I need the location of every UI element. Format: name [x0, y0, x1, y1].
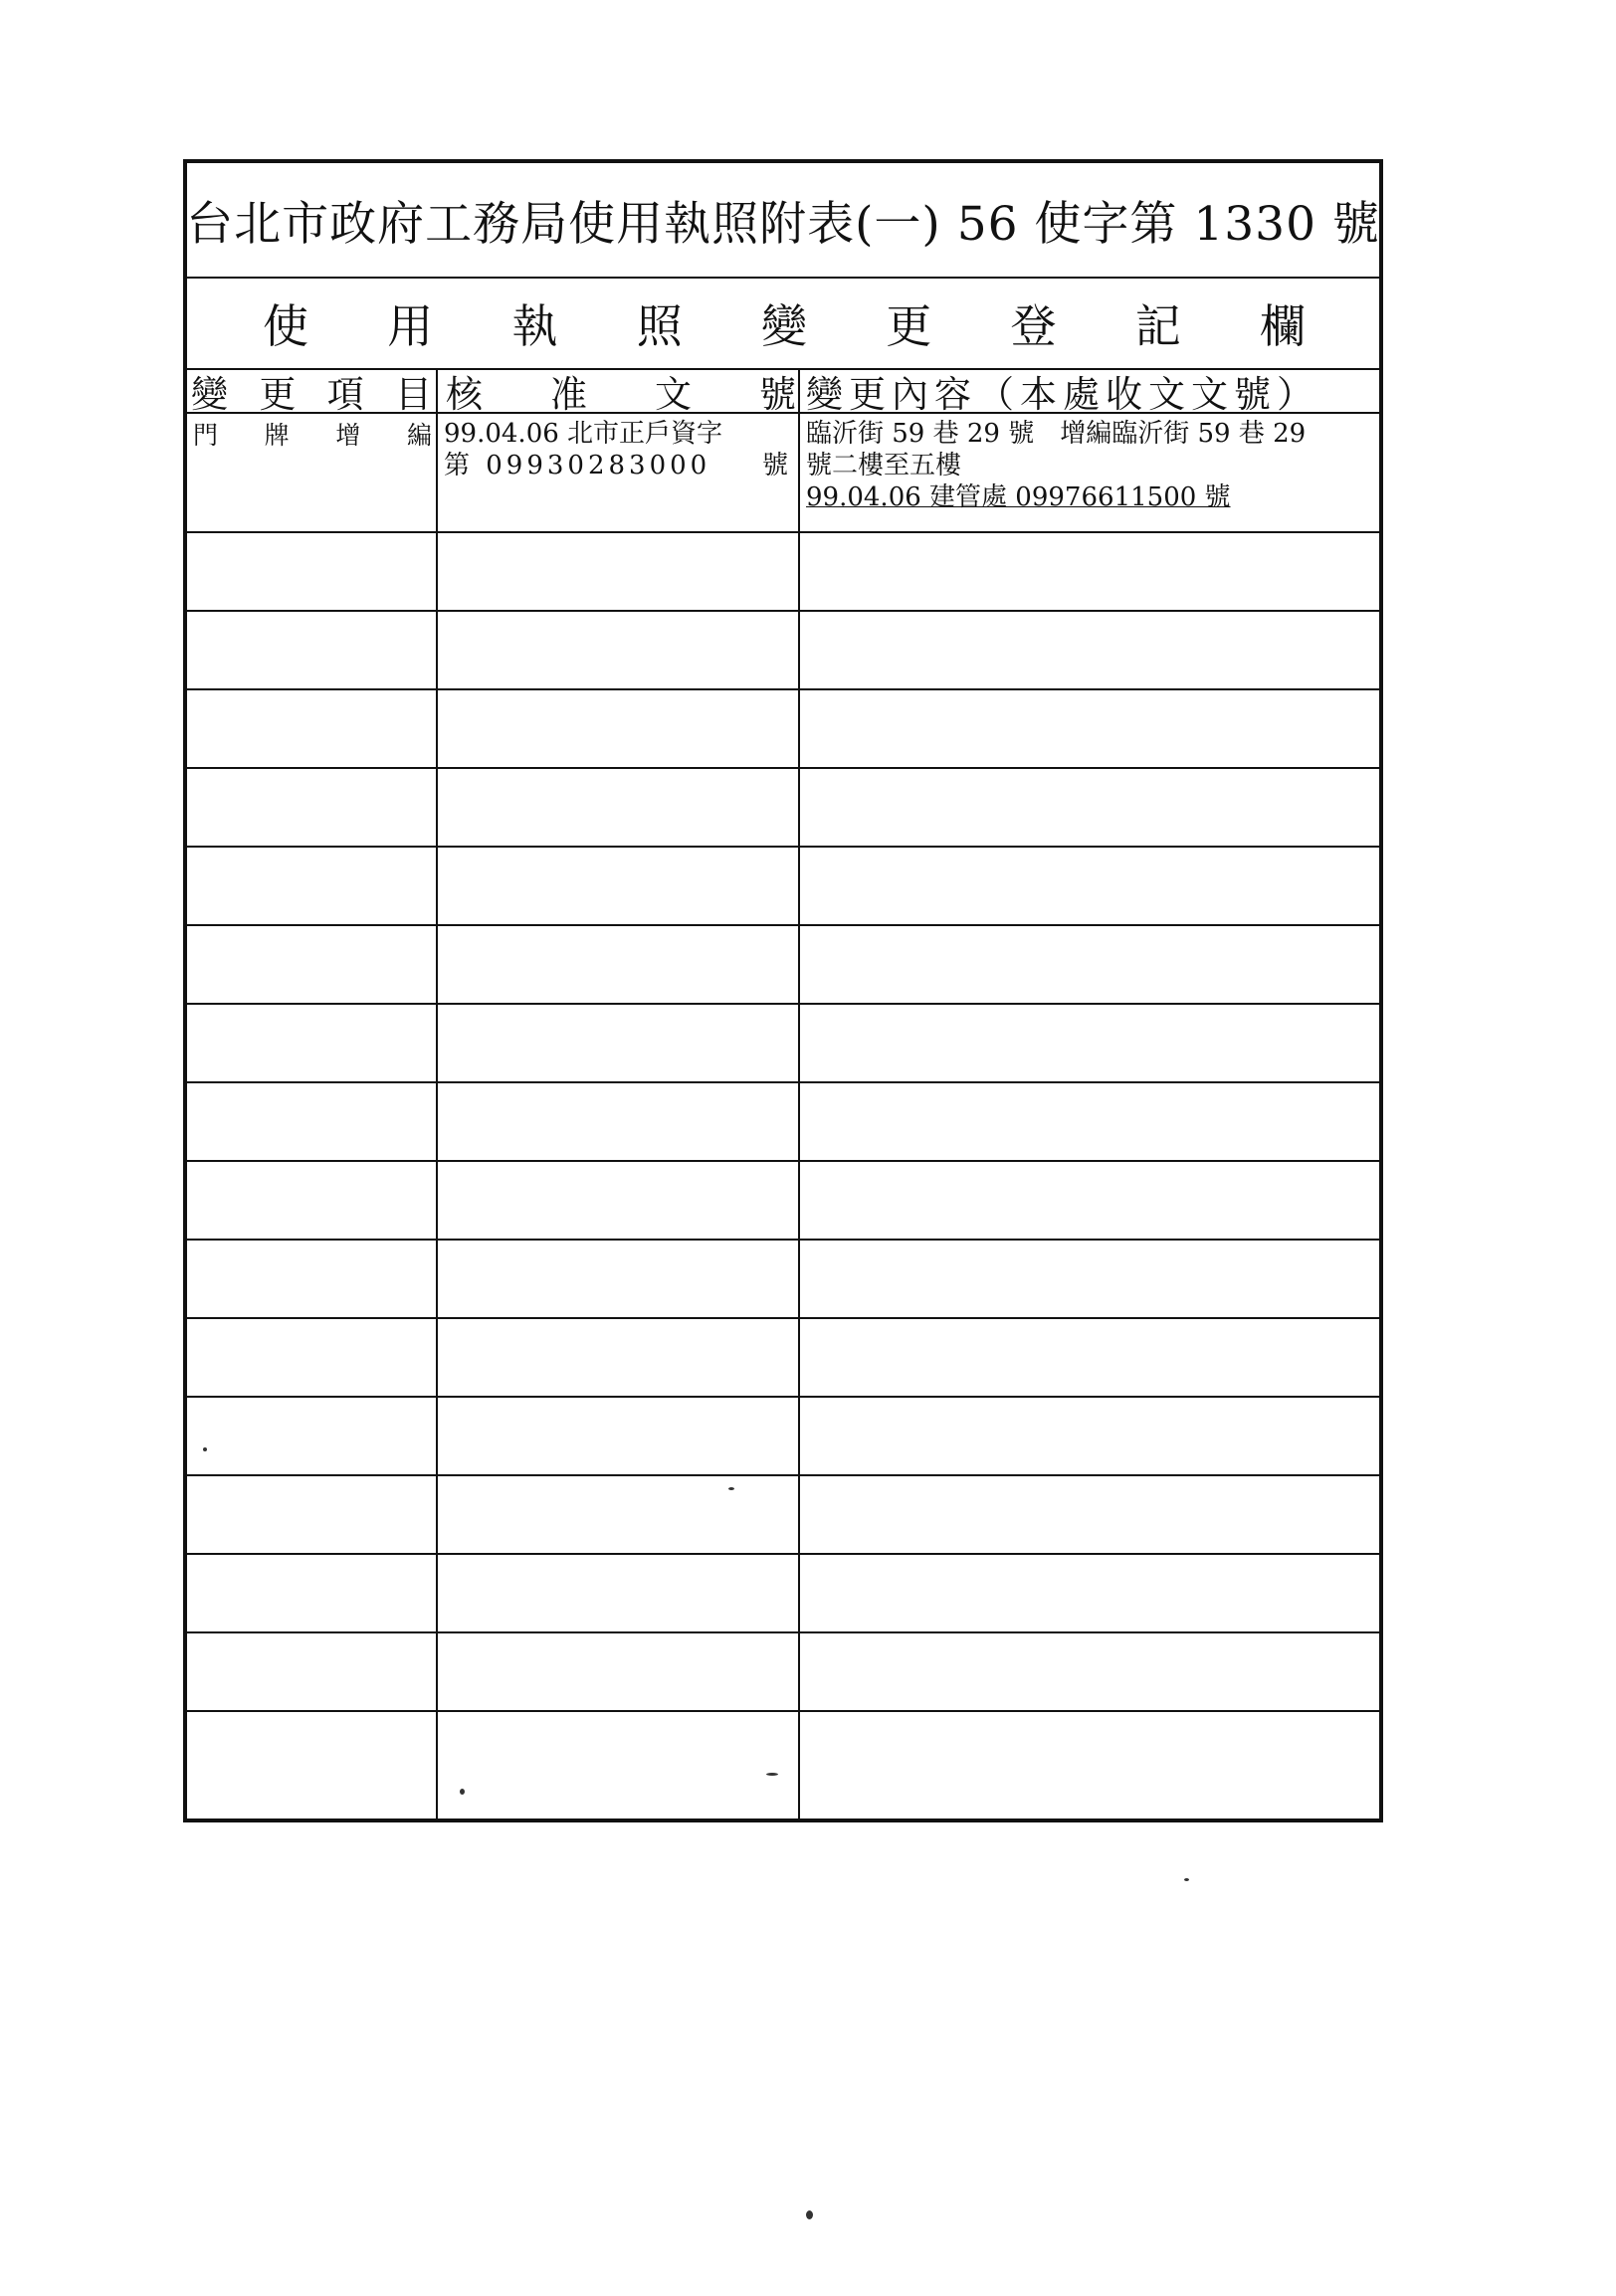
- table-row-empty: [187, 926, 1379, 1005]
- header-char: 號: [759, 373, 796, 416]
- subtitle-char: 照: [636, 299, 683, 353]
- subtitle-char: 使: [263, 299, 308, 353]
- table-row-empty: [187, 1555, 1379, 1633]
- table-row-empty: [187, 848, 1379, 926]
- entry-item-char: 增: [335, 421, 361, 450]
- content-line: 臨沂街 59 巷 29 號 增編臨沂街 59 巷 29: [806, 419, 1307, 449]
- table-row-empty: [187, 1083, 1379, 1162]
- approval-number: 第 09930283000: [444, 451, 711, 480]
- subtitle-char: 變: [761, 299, 807, 353]
- scan-speck: [1184, 1878, 1189, 1881]
- header-char: 目: [394, 373, 432, 416]
- entry-item-char: 牌: [264, 421, 290, 450]
- approval-suffix: 號: [761, 451, 792, 480]
- table-row-empty: [187, 1633, 1379, 1712]
- table-row-empty: [187, 1476, 1379, 1555]
- form-title: 台北市政府工務局使用執照附表(一) 56 使字第 1330 號: [187, 163, 1379, 279]
- scan-speck: [460, 1789, 465, 1795]
- column-divider: [436, 370, 438, 1818]
- header-char: 更: [259, 373, 297, 416]
- change-record-table: [187, 370, 1379, 1818]
- header-content-label: 變更內容（本處收文文號）: [806, 373, 1319, 416]
- table-row-empty: [187, 1319, 1379, 1398]
- scan-speck: [766, 1773, 778, 1776]
- table-row-empty: [187, 1005, 1379, 1083]
- subtitle-char: 執: [511, 299, 558, 353]
- approval-line: [444, 450, 792, 481]
- table-row-empty: [187, 533, 1379, 612]
- form-subtitle: [187, 279, 1379, 370]
- table-row-empty: [187, 769, 1379, 848]
- entry-approval-number: [444, 418, 792, 481]
- subtitle-char: 用: [387, 299, 434, 353]
- entry-item: [193, 420, 432, 452]
- entry-change-content: [806, 418, 1379, 513]
- table-row-empty: [187, 1241, 1379, 1319]
- header-char: 准: [550, 373, 587, 416]
- entry-item-char: 編: [406, 421, 432, 450]
- table-row-empty: [187, 690, 1379, 769]
- scan-speck: [806, 2210, 813, 2219]
- content-line: 99.04.06 建管處 09976611500 號: [806, 482, 1231, 512]
- header-item: [187, 370, 438, 416]
- subtitle-char: 更: [886, 299, 932, 353]
- table-row-empty: [187, 1712, 1379, 1791]
- column-divider: [798, 370, 800, 1818]
- table-row: [187, 414, 1379, 533]
- content-line: 號二樓至五樓: [806, 451, 962, 480]
- header-char: 核: [446, 373, 483, 416]
- header-approval: [438, 370, 800, 416]
- subtitle-char: 登: [1010, 299, 1057, 353]
- entry-item-char: 門: [193, 421, 219, 450]
- subtitle-char: 記: [1134, 299, 1181, 353]
- approval-line: 99.04.06 北市正戶資字: [444, 419, 723, 449]
- subtitle-char: 欄: [1260, 299, 1306, 353]
- scan-speck: [203, 1447, 207, 1451]
- header-content: [800, 370, 1379, 416]
- header-char: 變: [191, 373, 228, 416]
- table-row-empty: [187, 612, 1379, 690]
- license-annex-form: [183, 159, 1383, 1822]
- header-char: 文: [655, 373, 692, 416]
- table-row-empty: [187, 1398, 1379, 1476]
- table-row-empty: [187, 1162, 1379, 1241]
- scan-speck: [728, 1487, 734, 1490]
- table-header-row: [187, 370, 1379, 414]
- header-char: 項: [326, 373, 364, 416]
